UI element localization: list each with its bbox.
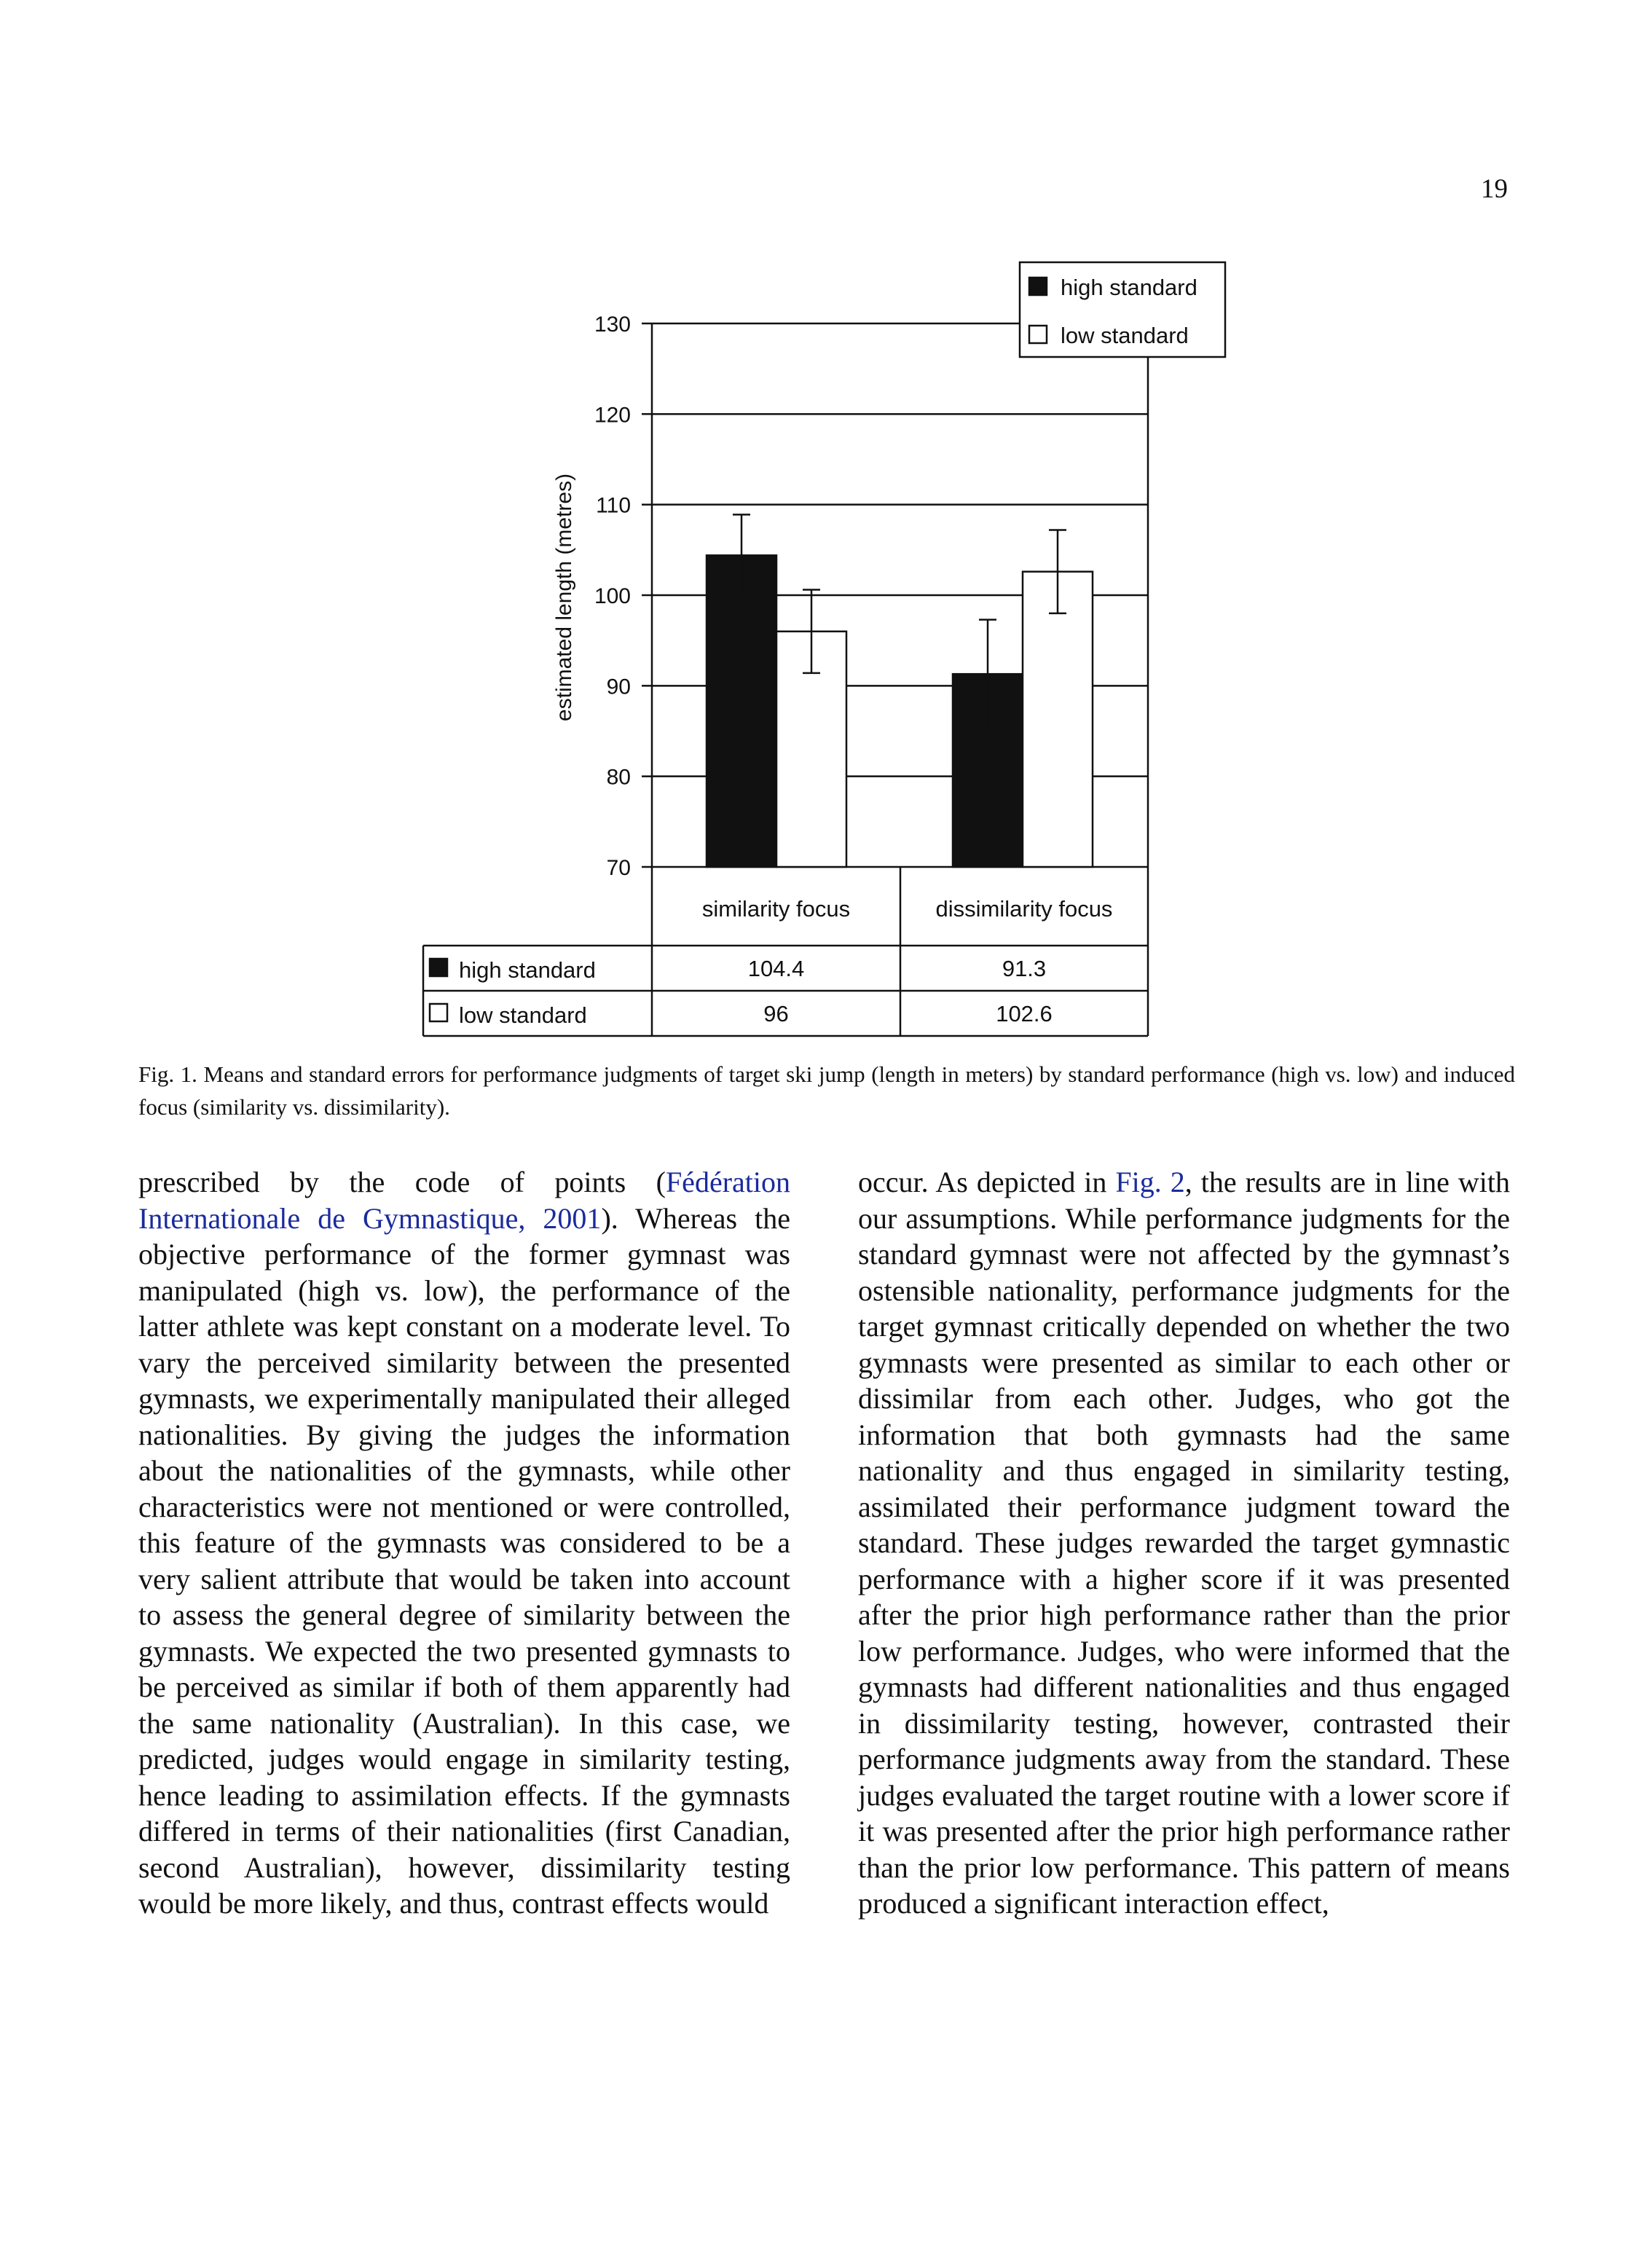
table-cell: 104.4 [747, 956, 805, 981]
legend-label: high standard [1061, 275, 1197, 300]
legend [1020, 262, 1225, 357]
right-text-start: occur. As depicted in [858, 1166, 1116, 1198]
legend-label: low standard [1061, 323, 1189, 348]
figure-caption: Fig. 1. Means and standard errors for performance judgments of target ski jump (length in meters) by standard performance (high vs. low) and induced focus (similarity vs. dissimilarity). [138, 1061, 1515, 1120]
table-row-label: low standard [459, 1002, 587, 1028]
y-tick-label: 110 [596, 493, 631, 518]
y-tick-label: 120 [594, 403, 631, 428]
body-column-left [138, 1164, 790, 1922]
table-cell: 96 [763, 1001, 789, 1026]
data-table [423, 946, 1148, 1036]
y-tick-labels [594, 313, 631, 880]
bars [707, 514, 1093, 867]
table-swatch [430, 959, 447, 976]
citation-link-fig[interactable]: Fédération Internationale de Gymnastique, 2001 [138, 1166, 790, 1235]
left-text-rest: ). Whereas the objective performance of the former gymnast was manipulated (high vs. low), the performance of the latter athlete was kept constant on a moderate level. To vary the perceived similarity between the presented gymnasts, we experimentally manipulated their alleged nationalities. By giving the judges the information about the nationalities of the gymnasts, while other characteristics were not mentioned or were controlled, this feature of the gymnasts was considered to be a very salient attribute that would be taken into account to assess the general degree of similarity between the gymnasts. We expected the two presented gymnasts to be perceived as similar if both of them apparently had the same nationality (Australian). In this case, we predicted, judges would engage in similarity testing, hence leading to assimilation effects. If the gymnasts differed in terms of their nationalities (first Canadian, second Australian), however, dissimilarity testing would be more likely, and thus, contrast effects would [138, 1201, 790, 1920]
y-tick-label: 100 [594, 584, 631, 608]
table-swatch [430, 1004, 447, 1021]
body-column-right [858, 1164, 1510, 1922]
page-number: 19 [1481, 174, 1508, 204]
right-text-rest: , the results are in line with our assumptions. While performance judgments for the standard gymnast were not affected by the gymnast’s ostensible nationality, performance judgments for the target gymnast critically depended on whether the two gymnasts were presented as similar to each other or dissimilar from each other. Judges, who got the information that both gymnasts had the same nationality and thus engaged in similarity testing, assimilated their performance judgment toward the standard. These judges rewarded the target gymnastic performance with a higher score if it was presented after the prior high performance rather than the prior low performance. Judges, who were informed that the gymnasts had different nationalities and thus engaged in dissimilarity testing, however, contrasted their performance judgments away from the standard. These judges evaluated the target routine with a lower score if it was presented after the prior high performance rather than the prior low performance. This pattern of means produced a significant interaction effect, [858, 1166, 1510, 1920]
figure-2-link[interactable]: Fig. 2 [1115, 1166, 1185, 1198]
legend-swatch [1029, 278, 1047, 295]
y-tick-label: 90 [606, 675, 631, 699]
legend-swatch [1029, 326, 1047, 343]
bar-high-standard-1 [707, 555, 776, 867]
bar-low-standard-2 [1023, 572, 1093, 867]
y-tick-label: 130 [594, 313, 631, 337]
table-cell: 102.6 [996, 1001, 1053, 1026]
figure-1-bar-chart [0, 0, 1652, 1049]
table-row-label: high standard [459, 957, 596, 983]
left-text-start: prescribed by the code of points ( [138, 1166, 666, 1198]
x-category-label: similarity focus [701, 896, 851, 922]
y-tick-label: 80 [606, 765, 631, 790]
y-tick-label: 70 [606, 856, 631, 880]
y-axis-label: estimated length (metres) [552, 473, 576, 722]
x-category-label: dissimilarity focus [935, 896, 1113, 922]
table-cell: 91.3 [1002, 956, 1047, 981]
